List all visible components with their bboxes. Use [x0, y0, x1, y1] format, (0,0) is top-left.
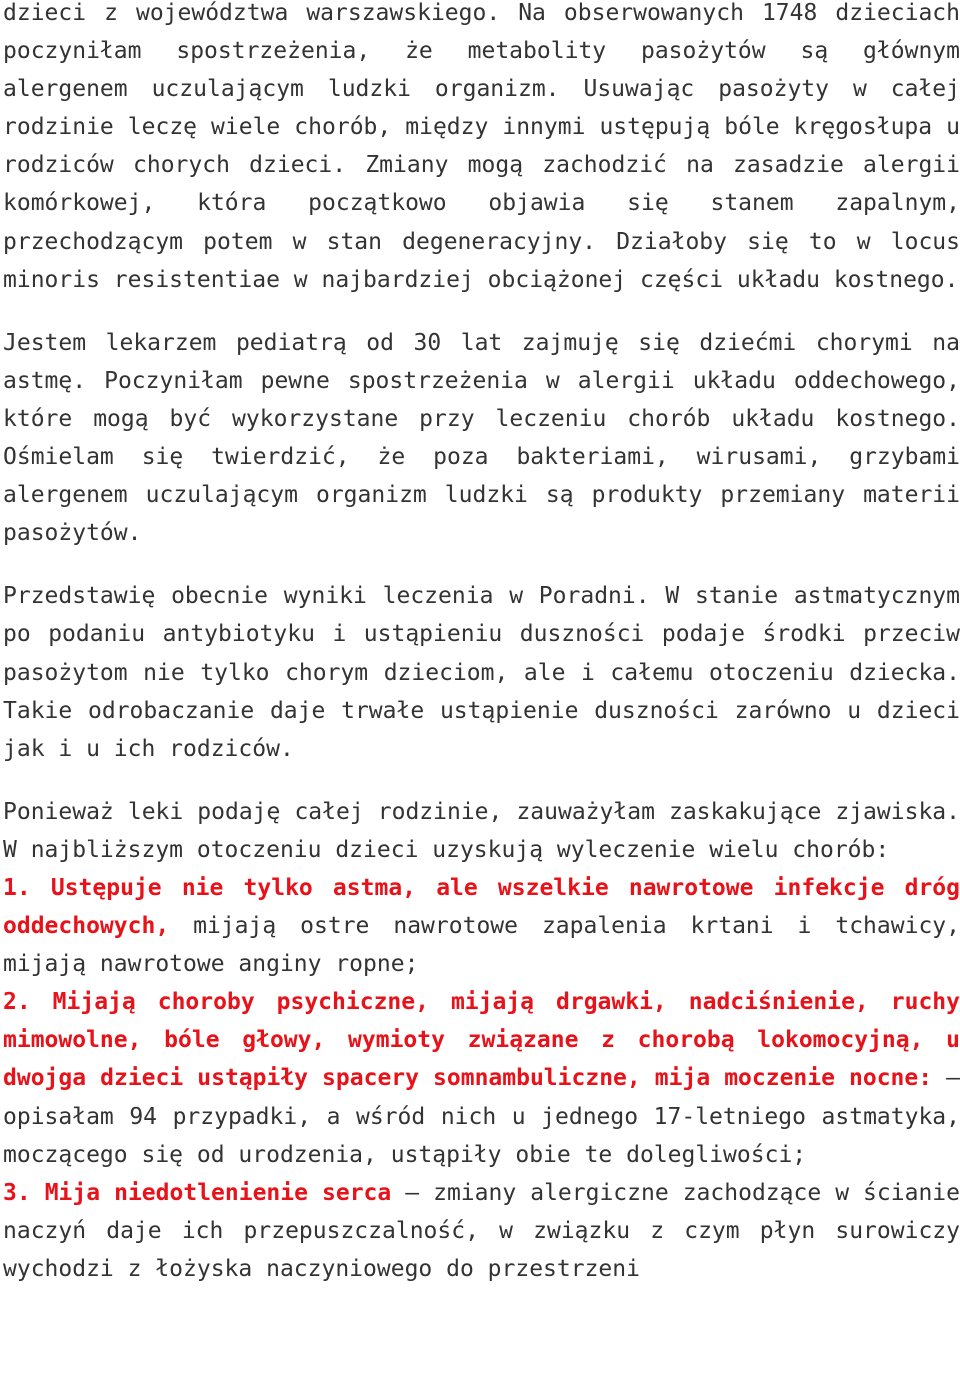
outcomes-list — [3, 869, 960, 1288]
list-item-highlight: 1. Ustępuje nie tylko astma, ale wszelkie nawrotowe infekcje dróg oddechowych, — [3, 874, 960, 940]
paragraph-results: Przedstawię obecnie wyniki leczenia w Poradni. W stanie astmatycznym po podaniu antybiotyku i ustąpieniu duszności podaje środki przeciw pasożytom nie tylko chorym dzieciom, ale i całemu otoczeniu dziecka. Takie odrobaczanie daje trwałe ustąpienie duszności zarówno u dzieci jak i u ich rodziców. — [3, 583, 960, 762]
list-item-text: mijają ostre nawrotowe zapalenia krtani i tchawicy, mijają nawrotowe anginy ropne; — [3, 913, 960, 978]
paragraph-observations: Ponieważ leki podaję całej rodzinie, zauważyłam zaskakujące zjawiska. W najbliższym otoczeniu dzieci uzyskują wyleczenie wielu chorób: — [3, 798, 960, 863]
list-item-highlight: 3. Mija niedotlenienie serca — [3, 1179, 392, 1206]
list-item-text: – opisałam 94 przypadki, a wśród nich u jednego 17-letniego astmatyka, moczącego się od urodzenia, ustąpiły obie te dolegliwości; — [3, 1065, 960, 1168]
list-item — [3, 983, 960, 1173]
list-item — [3, 869, 960, 983]
list-item-highlight: 2. Mijają choroby psychiczne, mijają drgawki, nadciśnienie, ruchy mimowolne, bóle głowy, wymioty związane z chorobą lokomocyjną, u dwojga dzieci ustąpiły spacery somnambuliczne, mija moczenie nocne: — [3, 989, 960, 1092]
list-item-text: – zmiany alergiczne zachodzące w ścianie naczyń daje ich przepuszczalność, w związku z czym płyn surowiczy wychodzi z łożyska naczyniowego do przestrzeni — [3, 1179, 960, 1282]
paragraph-author: Jestem lekarzem pediatrą od 30 lat zajmuję się dziećmi chorymi na astmę. Poczyniłam pewne spostrzeżenia w alergii układu oddechowego, które mogą być wykorzystane przy leczeniu chorób układu kostnego. Ośmielam się twierdzić, że poza bakteriami, wirusami, grzybami alergenem uczulającym organizm ludzki są produkty przemiany materii pasożytów. — [3, 329, 960, 547]
article-body — [3, 0, 960, 1288]
paragraph-intro: dzieci z województwa warszawskiego. Na obserwowanych 1748 dzieciach poczyniłam spostrzeżenia, że metabolity pasożytów są głównym alergenem uczulającym ludzki organizm. Usuwając pasożyty w całej rodzinie leczę wiele chorób, między innymi ustępują bóle kręgosłupa u rodziców chorych dzieci. Zmiany mogą zachodzić na zasadzie alergii komórkowej, która początkowo objawia się stanem zapalnym, przechodzącym potem w stan degeneracyjny. Działoby się to w locus minoris resistentiae w najbardziej obciążonej części układu kostnego. — [3, 0, 960, 293]
list-item — [3, 1174, 960, 1288]
